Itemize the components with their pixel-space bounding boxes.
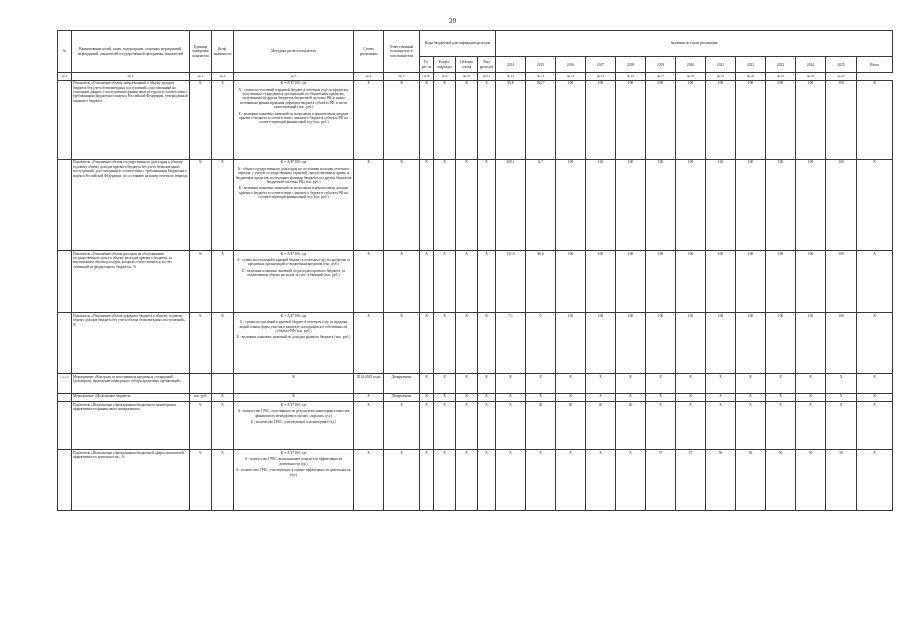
year-value-cell: 100 (676, 80, 706, 159)
column-index-row (58, 73, 893, 80)
sum-cell: X (354, 80, 384, 159)
method-cell (234, 450, 354, 511)
table-row (58, 250, 893, 312)
header-year: 2021 (706, 57, 736, 73)
year-value-cell: X (496, 393, 526, 402)
header-year: 2025 (826, 57, 857, 73)
header-year: 2020 (676, 57, 706, 73)
method-paragraph: Б - количество ГРБС, участвующих в мониторинге (ед.) (250, 419, 337, 424)
year-value-cell: 100 (736, 80, 766, 159)
year-value-cell: 100 (646, 250, 676, 312)
year-value-cell: 100 (796, 250, 826, 312)
code-vid-cell: X (478, 402, 496, 450)
year-value-cell: 100 (616, 80, 646, 159)
year-value-cell: X (646, 393, 676, 402)
year-value-cell: X (586, 450, 616, 511)
table-body (58, 80, 893, 511)
table-row (58, 393, 893, 402)
year-value-cell: 131,0 (496, 250, 526, 312)
unit-cell: % (190, 159, 212, 250)
year-value-cell: 100 (826, 159, 857, 250)
responsible-cell: Департамент (384, 374, 420, 393)
unit-cell: % (190, 250, 212, 312)
unit-cell: % (190, 402, 212, 450)
year-value-cell: 100 (616, 313, 646, 374)
total-cell: X (857, 159, 893, 250)
year-value-cell: 7,1 (496, 313, 526, 374)
year-value-cell: X (616, 450, 646, 511)
code-gr-cell: X (420, 159, 434, 250)
column-index-cell: пр.3 (190, 73, 212, 80)
column-index-cell: пр.18 (676, 73, 706, 80)
header-sum: Сумма реализации (354, 31, 384, 73)
row-number-cell (58, 402, 72, 450)
unit-cell: % (190, 80, 212, 159)
year-value-cell: X (826, 393, 857, 402)
row-number-cell (58, 80, 72, 159)
header-codes: Коды бюджетной классификации расходов (420, 31, 496, 57)
column-index-cell: пр.23 (826, 73, 857, 80)
year-value-cell: 56 (826, 450, 857, 511)
code-section-cell: X (434, 159, 456, 250)
column-index-cell: пр.5 (234, 73, 354, 80)
sum-cell: X (354, 250, 384, 312)
year-value-cell: 100 (766, 80, 796, 159)
method-cell (234, 250, 354, 312)
responsible-cell: X (384, 313, 420, 374)
year-value-cell: X (556, 374, 586, 393)
row-number-cell: 1.1.1.5 (58, 374, 72, 393)
year-value-cell: 100 (556, 159, 586, 250)
year-value-cell: 100 (586, 250, 616, 312)
year-value-cell: X (616, 393, 646, 402)
code-gr-cell: X (420, 450, 434, 511)
year-value-cell: 100 (826, 80, 857, 159)
year-value-cell: X (706, 374, 736, 393)
year-value-cell: X (526, 374, 556, 393)
code-gr-cell: X (420, 374, 434, 393)
year-value-cell: 100 (616, 159, 646, 250)
column-index-cell: пр.2 (72, 73, 190, 80)
column-index-cell: пр.20 (736, 73, 766, 80)
year-value-cell: X (526, 450, 556, 511)
header-year: 2016 (556, 57, 586, 73)
year-value-cell: X (766, 393, 796, 402)
responsible-cell: Департамент (384, 393, 420, 402)
column-index-cell: пр.22 (796, 73, 826, 80)
year-value-cell: 100 (736, 250, 766, 312)
code-vid-cell: X (478, 313, 496, 374)
column-index-cell: пр.14 (556, 73, 586, 80)
column-index-cell: пр.17 (646, 73, 676, 80)
unit-cell: % (190, 450, 212, 511)
program-indicators-table (57, 30, 893, 511)
year-value-cell: 0 (526, 313, 556, 374)
code-gr-cell: X (420, 250, 434, 312)
year-value-cell: 100 (706, 313, 736, 374)
year-value-cell: 100 (616, 250, 646, 312)
header-year: 2015 (526, 57, 556, 73)
code-vid-cell: X (478, 393, 496, 402)
year-value-cell: X (646, 374, 676, 393)
indicator-name-cell: Показатель «Отношение объема государственного долга края к общему годовому объему доходов краевого бюджета без учета безвозмездных поступлений», рассчитанный в соответствии с требованиями Бюджетного кодекса Российской Федерации, по состоянию на конец отчетного периода (72, 159, 190, 250)
method-paragraph: Б - величина плановых значений по расходам краевого бюджета, за исключением объема расходов за счет субвенций (тыс. руб.) (242, 268, 345, 278)
coef-cell: X (212, 450, 234, 511)
code-gr-cell: X (420, 393, 434, 402)
year-value-cell: 100 (706, 80, 736, 159)
header-section: Раздел/подраздел (434, 57, 456, 73)
year-value-cell: X (766, 402, 796, 450)
sum-cell: X (354, 313, 384, 374)
column-index-cell: пр.11 (478, 73, 496, 80)
header-year: 2018 (616, 57, 646, 73)
responsible-cell: X (384, 450, 420, 511)
year-value-cell: 100 (766, 313, 796, 374)
indicator-name-cell: Показатель «Отношение объема дефицита бюджета к общему годовому объему доходов бюджета без учета объема безвозмездных поступлений», % (72, 313, 190, 374)
indicator-name-cell: Мероприятие «Исполнение бюджета» (72, 393, 190, 402)
year-value-cell: 104,7 (526, 80, 556, 159)
code-purpose-cell: X (456, 250, 478, 312)
header-method: Методика расчета показателя (234, 31, 354, 73)
year-value-cell: X (526, 393, 556, 402)
method-cell (234, 80, 354, 159)
year-value-cell: 100 (676, 313, 706, 374)
header-values: Значения по годам реализации (496, 31, 893, 57)
header-unit: Единица измерения показателя (190, 31, 212, 73)
table-row (58, 450, 893, 511)
row-number-cell (58, 450, 72, 511)
method-paragraph: K = А/Б*100, где (280, 313, 307, 318)
year-value-cell: 86,6 (526, 250, 556, 312)
year-value-cell: 40 (526, 402, 556, 450)
year-value-cell: X (706, 402, 736, 450)
year-value-cell: 100 (796, 159, 826, 250)
header-year: 2024 (796, 57, 826, 73)
total-cell: X (857, 393, 893, 402)
row-number-cell (58, 393, 72, 402)
unit-cell (190, 374, 212, 393)
column-index-cell: пр.8 (420, 73, 434, 80)
responsible-cell: X (384, 159, 420, 250)
header-year: 2023 (766, 57, 796, 73)
unit-cell: тыс. руб. (190, 393, 212, 402)
method-cell (234, 393, 354, 402)
sum-cell: X (354, 159, 384, 250)
coef-cell: X (212, 159, 234, 250)
table-row (58, 374, 893, 393)
year-value-cell: X (706, 393, 736, 402)
year-value-cell: X (586, 374, 616, 393)
code-purpose-cell: X (456, 159, 478, 250)
coef-cell: X (212, 80, 234, 159)
year-value-cell: X (796, 393, 826, 402)
year-value-cell: X (646, 402, 676, 450)
method-paragraph: K = А/Б*100, где (280, 160, 307, 165)
year-value-cell: 100 (736, 159, 766, 250)
method-paragraph: K = А/Б*100, где (280, 81, 307, 86)
column-index-cell: пр.7 (384, 73, 420, 80)
code-purpose-cell: X (456, 450, 478, 511)
year-value-cell: 100 (646, 313, 676, 374)
code-purpose-cell: X (456, 393, 478, 402)
method-paragraph: Б - величина плановых значений по налоговым и неналоговым доходам краевого бюджета в соответствии с законом о бюджете субъекта РФ на соответствующий финансовый год (тыс. руб.) (238, 111, 349, 125)
code-vid-cell: X (478, 374, 496, 393)
column-index-cell: пр.4 (212, 73, 234, 80)
coef-cell: X (212, 250, 234, 312)
header-num: № (58, 31, 72, 73)
year-value-cell: 100 (796, 80, 826, 159)
total-cell: X (857, 250, 893, 312)
row-number-cell (58, 159, 72, 250)
code-gr-cell: X (420, 402, 434, 450)
year-value-cell: 109,1 (496, 159, 526, 250)
total-cell: X (857, 80, 893, 159)
year-value-cell: 56 (796, 450, 826, 511)
year-value-cell: X (496, 450, 526, 511)
year-value-cell: X (826, 402, 857, 450)
method-paragraph: А - объем государственного долга края по состоянию на конец отчетного периода, с учетом государственных гарантий, предоставленных краем, и бюджетных кредитов, полученных краевым бюджетом из других бюджетов бюджетной системы РФ (тыс. руб.) (235, 166, 352, 184)
method-paragraph: А - сумма поступлений в краевой бюджет в отчетном году по кредитам от кредитных организаций и бюджетным кредитам (тыс. руб.) (236, 257, 351, 267)
responsible-cell: X (384, 80, 420, 159)
year-value-cell: 100 (556, 250, 586, 312)
method-cell (234, 374, 354, 393)
column-index-cell: пр.6 (354, 73, 384, 80)
code-purpose-cell: X (456, 402, 478, 450)
header-name: Наименование целей, задач, подпрограмм, основных мероприятий, мероприятий, показателей государственной программы, показателей (72, 31, 190, 73)
code-section-cell: X (434, 374, 456, 393)
year-value-cell: 6,7 (526, 159, 556, 250)
code-vid-cell: X (478, 80, 496, 159)
header-total: Итого (857, 57, 893, 73)
method-cell (234, 313, 354, 374)
year-value-cell: 40 (616, 402, 646, 450)
year-value-cell: 57 (646, 450, 676, 511)
responsible-cell: X (384, 402, 420, 450)
sum-cell: X (354, 402, 384, 450)
method-paragraph: Б - величина плановых значений по доходам краевого бюджета (тыс. руб.) (236, 335, 351, 340)
year-value-cell: 100 (556, 313, 586, 374)
indicator-name-cell: Показатель «Отношение объема заимствований к объему доходов бюджета без учета безвозмездных поступлений», рассчитанный на основании данных о поступлениях финансовых ресурсов в соответствии с требованиями Бюджетного кодекса Российской Федерации, утвержденный законом о бюджете (72, 80, 190, 159)
year-value-cell: X (826, 374, 857, 393)
column-index-cell: пр.9 (434, 73, 456, 80)
year-value-cell: X (766, 374, 796, 393)
column-index-cell: пр.1 (58, 73, 72, 80)
year-value-cell: 100 (586, 80, 616, 159)
year-value-cell: 100 (706, 250, 736, 312)
total-cell: X (857, 402, 893, 450)
column-index-cell: пр.19 (706, 73, 736, 80)
code-section-cell: X (434, 402, 456, 450)
year-value-cell: 100 (826, 313, 857, 374)
method-paragraph: А - сумма поступлений в краевой бюджет в отчетном году от продажи акций и иных форм участия в капитале, находящихся в собственности субъекта РФ (тыс. руб.) (239, 320, 348, 333)
method-paragraph: K = А/Б*100, где (280, 402, 307, 407)
sum-cell: X (354, 393, 384, 402)
code-vid-cell: X (478, 250, 496, 312)
year-value-cell: 100 (826, 250, 857, 312)
header-vid: Вид расходов (478, 57, 496, 73)
year-value-cell: 95,8 (496, 80, 526, 159)
code-vid-cell: X (478, 450, 496, 511)
year-value-cell: 100 (586, 313, 616, 374)
header-year: 2019 (646, 57, 676, 73)
year-value-cell: 100 (676, 250, 706, 312)
year-value-cell: 100 (736, 313, 766, 374)
code-gr-cell: X (420, 80, 434, 159)
year-value-cell: X (616, 374, 646, 393)
year-value-cell: 56 (706, 450, 736, 511)
coef-cell (212, 374, 234, 393)
coef-cell: X (212, 393, 234, 402)
code-purpose-cell: X (456, 313, 478, 374)
year-value-cell: X (586, 393, 616, 402)
code-section-cell: X (434, 450, 456, 511)
row-number-cell (58, 313, 72, 374)
year-value-cell: X (796, 374, 826, 393)
column-index-cell: пр.10 (456, 73, 478, 80)
method-paragraph: Б - количество ГРБС, участвующих в оценке эффективности деятельности (ед.) (236, 468, 351, 477)
row-number-cell (58, 250, 72, 312)
column-index-cell: пр.16 (616, 73, 646, 80)
year-value-cell: X (676, 374, 706, 393)
code-section-cell: X (434, 250, 456, 312)
header-gr: Гл. рас-ль (420, 57, 434, 73)
sum-cell: X (354, 450, 384, 511)
method-paragraph: А - количество ГРБС, получивших по результатам мониторинга качества финансового менеджмента оценку «хорошо» (ед.) (237, 409, 350, 418)
column-index-cell: пр.12 (496, 73, 526, 80)
code-section-cell: X (434, 80, 456, 159)
table-row (58, 80, 893, 159)
year-value-cell: 40 (586, 402, 616, 450)
method-paragraph: Б - величина плановых значений по налоговым и неналоговым доходам краевого бюджета в соответствии с законом о бюджете субъекта РФ на соответствующий финансовый год (тыс. руб.) (238, 186, 349, 200)
column-index-cell: пр.13 (526, 73, 556, 80)
table-row (58, 402, 893, 450)
year-value-cell: X (496, 374, 526, 393)
year-value-cell: X (796, 402, 826, 450)
code-vid-cell: X (478, 159, 496, 250)
year-value-cell: X (556, 393, 586, 402)
method-paragraph: А - количество ГРБС, выполнивших показатели эффективности деятельности (ед.) (244, 457, 343, 466)
table-row (58, 313, 893, 374)
header-resp: Ответственный исполнитель и соисполнители (384, 31, 420, 73)
column-index-cell: пр.21 (766, 73, 796, 80)
year-value-cell: 100 (586, 159, 616, 250)
responsible-cell: X (384, 250, 420, 312)
year-value-cell: X (736, 402, 766, 450)
header-year: 2022 (736, 57, 766, 73)
code-purpose-cell: X (456, 374, 478, 393)
header-coef: Коэф. значимости (212, 31, 234, 73)
year-value-cell: 100 (706, 159, 736, 250)
method-paragraph: X (292, 394, 295, 399)
coef-cell: X (212, 402, 234, 450)
year-value-cell: 100 (646, 80, 676, 159)
total-cell: X (857, 313, 893, 374)
year-value-cell: 100 (796, 313, 826, 374)
year-value-cell: 100 (676, 159, 706, 250)
method-paragraph: K = А/Б*100, где (280, 450, 307, 455)
year-value-cell: 100 (766, 159, 796, 250)
code-section-cell: X (434, 313, 456, 374)
year-value-cell: 56 (766, 450, 796, 511)
total-cell: X (857, 374, 893, 393)
year-value-cell: X (736, 393, 766, 402)
year-value-cell: 56 (736, 450, 766, 511)
unit-cell: % (190, 313, 212, 374)
indicator-name-cell: Показатель «Отношение объема расходов на обслуживание государственного долга к объему расходов краевого бюджета, за исключением объема расходов, которые осуществляются за счет субвенций из федерального бюджета», % (72, 250, 190, 312)
year-value-cell: 40 (556, 402, 586, 450)
year-value-cell: X (496, 402, 526, 450)
table-row (58, 159, 893, 250)
method-paragraph: X (292, 374, 295, 379)
method-cell (234, 402, 354, 450)
coef-cell: X (212, 313, 234, 374)
sum-cell: 2014-2025 годы (354, 374, 384, 393)
year-value-cell: 100 (766, 250, 796, 312)
total-cell: X (857, 450, 893, 511)
code-gr-cell: X (420, 313, 434, 374)
year-value-cell: X (556, 450, 586, 511)
header-purpose: Целевая статья (456, 57, 478, 73)
year-value-cell: 57 (676, 450, 706, 511)
header-year: 2014 (496, 57, 526, 73)
method-paragraph: K = А/Б*100, где (280, 251, 307, 256)
indicator-name-cell: Показатель «Выполнение учреждениями бюджетной сферы показателей эффективности деятельности», % (72, 450, 190, 511)
year-value-cell: 100 (646, 159, 676, 250)
year-value-cell: X (676, 402, 706, 450)
header-year: 2017 (586, 57, 616, 73)
method-paragraph: А - сумма поступлений в краевой бюджет в отчетном году по кредитам, полученным от кредитных организаций, по бюджетным кредитам, полученным из других бюджетов бюджетной системы РФ, и иным источникам финансирования дефицита бюджета субъекта РФ, в части заимствований (тыс. руб.) (238, 87, 349, 110)
indicator-name-cell: Показатель «Выполнение учреждениями бюджетного мониторинга эффективности финансового менеджмента» (72, 402, 190, 450)
code-section-cell: X (434, 393, 456, 402)
indicator-name-cell: Мероприятие «Контроль за исполнением кредитных соглашений (договоров), проведение конкурсного отбора кредитных организаций» (72, 374, 190, 393)
method-cell (234, 159, 354, 250)
year-value-cell: X (736, 374, 766, 393)
page-number: 20 (449, 17, 456, 25)
year-value-cell: 100 (556, 80, 586, 159)
column-index-cell: пр.15 (586, 73, 616, 80)
year-value-cell: X (676, 393, 706, 402)
code-purpose-cell: X (456, 80, 478, 159)
